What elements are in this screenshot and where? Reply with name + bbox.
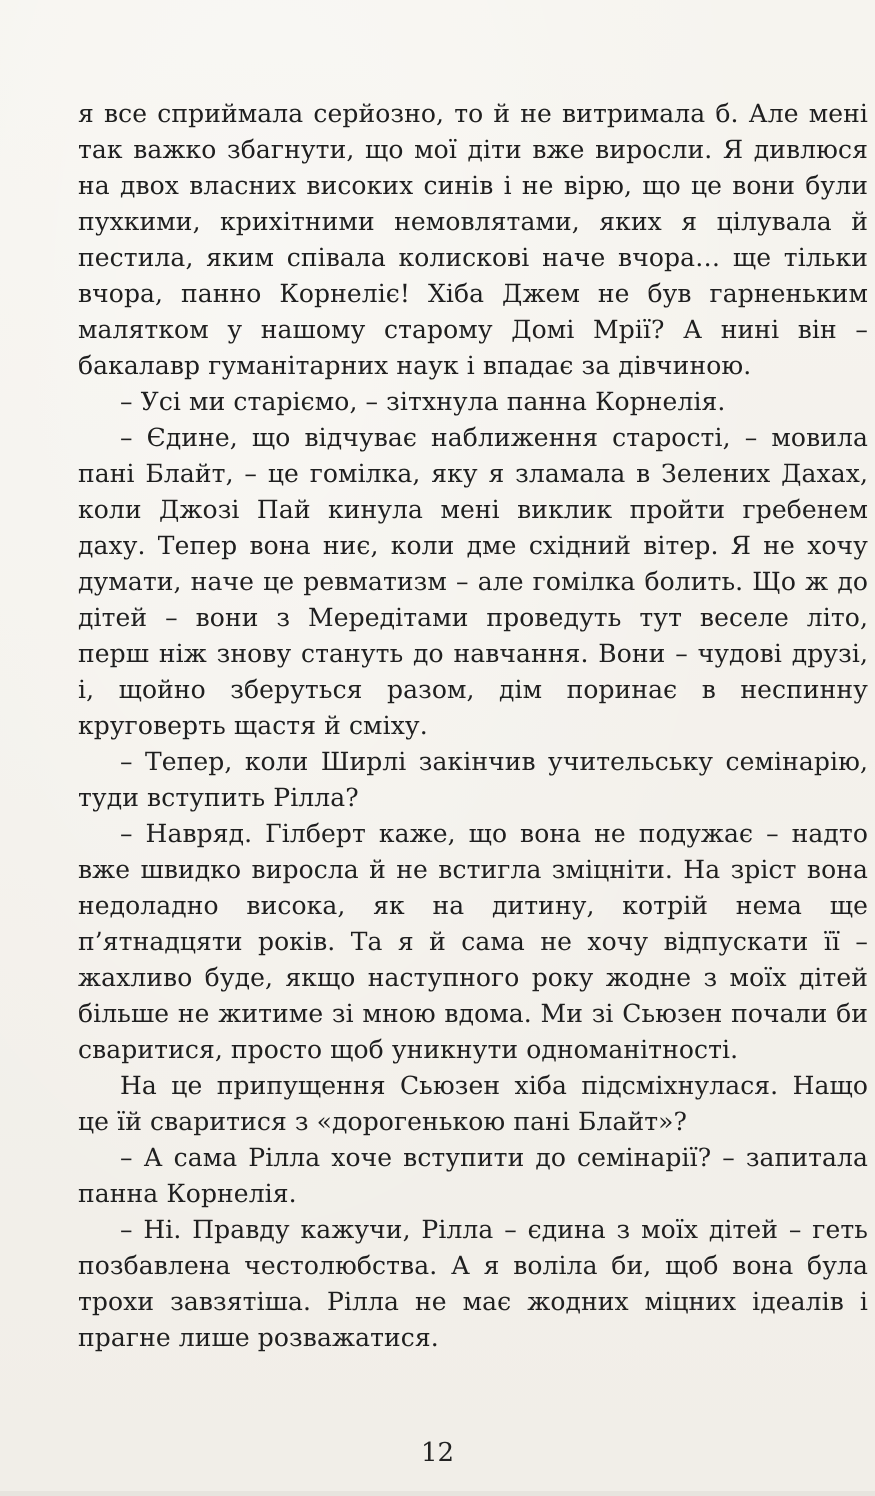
paragraph-6: На це припущення Сьюзен хіба підсміхнулася. Нащо це їй сваритися з «дорогенькою пані Блайт»?	[78, 1071, 868, 1136]
scan-artifact-line	[0, 1491, 875, 1496]
paragraph-8: – Ні. Правду кажучи, Рілла – єдина з моїх дітей – геть позбавлена честолюбства. А я воліла би, щоб вона була трохи завзятіша. Рілла не має жодних міцних ідеалів і прагне лише розважатися.	[78, 1215, 868, 1352]
paragraph-1: я все сприймала серйозно, то й не витримала б. Але мені так важко збагнути, що мої діти вже виросли. Я дивлюся на двох власних високих синів і не вірю, що це вони були пухкими, крихітними немовлятами, яких я цілувала й пестила, яким співала колискові наче вчора… ще тільки вчора, панно Корнеліє! Хіба Джем не був гарненьким малятком у нашому старому Домі Мрії? А нині він – бакалавр гуманітарних наук і впадає за дівчиною.	[78, 99, 868, 380]
paragraph-5: – Навряд. Гілберт каже, що вона не подужає – надто вже швидко виросла й не встигла зміцніти. На зріст вона недоладно висока, як на дитину, котрій нема ще п’ятнадцяти років. Та я й сама не хочу відпускати її – жахливо буде, якщо наступного року жодне з моїх дітей більше не житиме зі мною вдома. Ми зі Сьюзен почали би сваритися, просто щоб уникнути одноманітності.	[78, 819, 868, 1064]
paragraph-4: – Тепер, коли Ширлі закінчив учительську семінарію, туди вступить Рілла?	[78, 747, 868, 812]
paragraph-2: – Усі ми старіємо, – зітхнула панна Корнелія.	[120, 387, 726, 416]
paragraph-7: – А сама Рілла хоче вступити до семінарії? – запитала панна Корнелія.	[78, 1143, 868, 1208]
page-number: 12	[420, 1438, 455, 1468]
page-text	[78, 96, 868, 1356]
paragraph-3: – Єдине, що відчуває наближення старості, – мовила пані Блайт, – це гомілка, яку я зламала в Зелених Дахах, коли Джозі Пай кинула мені виклик пройти гребенем даху. Тепер вона ниє, коли дме східний вітер. Я не хочу думати, наче це ревматизм – але гомілка болить. Що ж до дітей – вони з Мередітами проведуть тут веселе літо, перш ніж знову стануть до навчання. Вони – чудові друзі, і, щойно зберуться разом, дім поринає в неспинну круговерть щастя й сміху.	[78, 423, 868, 740]
